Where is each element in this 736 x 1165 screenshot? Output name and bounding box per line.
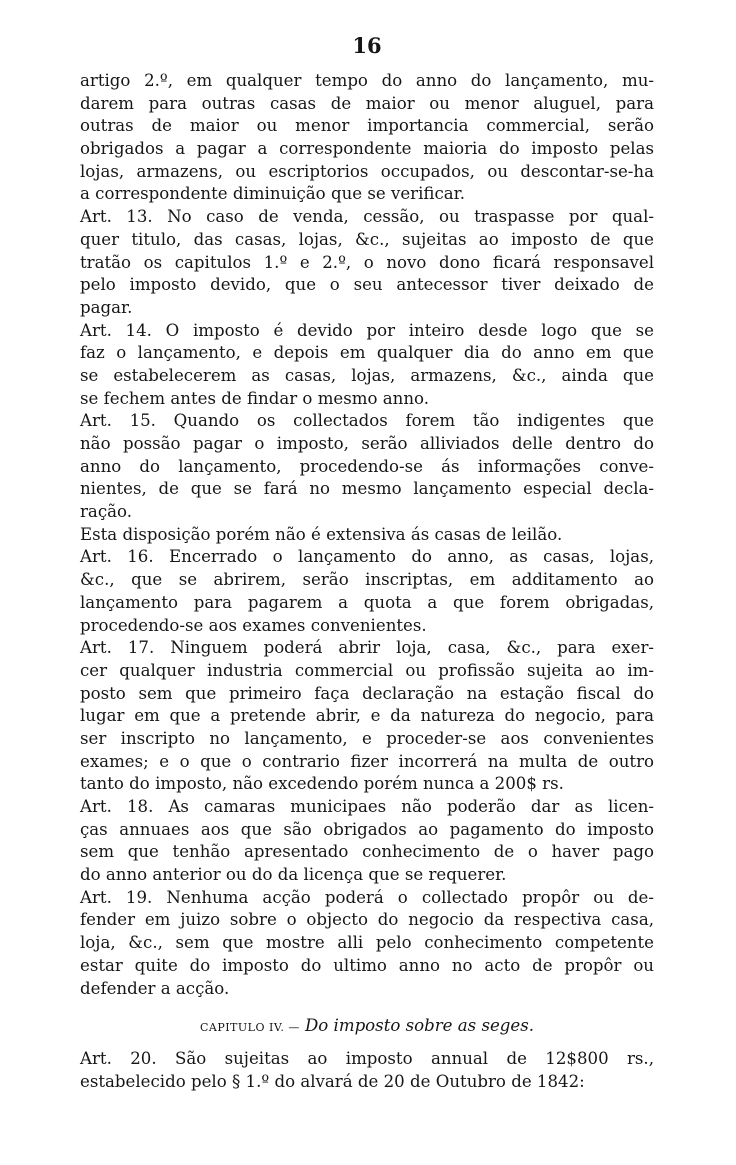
text-line: se estabelecerem as casas, lojas, armazens, &c., ainda que: [80, 365, 654, 385]
text-line: artigo 2.º, em qualquer tempo do anno do lançamento, mu-: [80, 71, 654, 90]
text-line: procedendo-se aos exames convenientes.: [80, 615, 427, 635]
paragraph: [80, 524, 654, 547]
chapter-label: CAPITULO IV. —: [199, 1021, 300, 1035]
text-line: lojas, armazens, ou escriptorios occupados, ou descontar-se-ha: [80, 161, 654, 181]
text-line: exames; e o que o contrario fizer incorrerá na multa de outro: [80, 751, 654, 771]
paragraph: [80, 410, 654, 523]
text-line: Art. 17. Ninguem poderá abrir loja, casa, &c., para exer-: [80, 638, 654, 658]
chapter-title: Do imposto sobre as seges.: [304, 1016, 535, 1036]
text-line: &c., que se abrirem, serão inscriptas, em additamento ao: [80, 570, 654, 590]
paragraph: [80, 320, 654, 411]
text-line: Art. 18. As camaras municipaes não poderão dar as licen-: [80, 797, 654, 816]
text-line: nientes, de que se fará no mesmo lançamento especial decla-: [80, 479, 654, 499]
text-line: ças annuaes aos que são obrigados ao pagamento do imposto: [80, 819, 654, 839]
text-line: sem que tenhão apresentado conhecimento de o haver pago: [80, 842, 654, 862]
text-line: defender a acção.: [80, 978, 230, 998]
text-line: ração.: [80, 502, 132, 522]
text-line: ser inscripto no lançamento, e proceder-se aos convenientes: [80, 728, 654, 748]
text-line: Art. 15. Quando os collectados forem tão indigentes que: [80, 411, 654, 431]
text-line: tanto do imposto, não excedendo porém nunca a 200$ rs.: [80, 774, 564, 794]
text-line: faz o lançamento, e depois em qualquer dia do anno em que: [80, 343, 654, 363]
text-line: loja, &c., sem que mostre alli pelo conhecimento competente: [80, 933, 654, 953]
text-line: Art. 16. Encerrado o lançamento do anno, as casas, lojas,: [80, 547, 654, 567]
text-line: fender em juizo sobre o objecto do negocio da respectiva casa,: [80, 910, 654, 930]
text-line: obrigados a pagar a correspondente maioria do imposto pelas: [80, 139, 654, 159]
text-line: tratão os capitulos 1.º e 2.º, o novo dono ficará responsavel: [80, 252, 654, 272]
text-line: Esta disposição porém não é extensiva ás casas de leilão.: [80, 524, 563, 544]
chapter-heading: [80, 1014, 654, 1038]
final-paragraph: [80, 1048, 654, 1093]
text-line: outras de maior ou menor importancia commercial, serão: [80, 116, 654, 136]
paragraph: [80, 546, 654, 637]
text-line: Art. 19. Nenhuma acção poderá o collectado propôr ou de-: [80, 887, 654, 907]
text-line: lugar em que a pretende abrir, e da natureza do negocio, para: [80, 706, 654, 726]
text-line: Art. 20. São sujeitas ao imposto annual de 12$800 rs.,: [80, 1049, 654, 1069]
paragraph: [80, 796, 654, 887]
text-line: se fechem antes de findar o mesmo anno.: [80, 388, 430, 408]
text-line: Art. 13. No caso de venda, cessão, ou traspasse por qual-: [80, 207, 654, 227]
paragraph: [80, 637, 654, 796]
text-line: pelo imposto devido, que o seu antecessor tiver deixado de: [80, 275, 654, 295]
paragraph: [80, 206, 654, 319]
text-line: lançamento para pagarem a quota a que forem obrigadas,: [80, 592, 654, 612]
text-line: estar quite do imposto do ultimo anno no acto de propôr ou: [80, 955, 654, 975]
text-line: darem para outras casas de maior ou menor aluguel, para: [80, 93, 654, 113]
text-line: cer qualquer industria commercial ou profissão sujeita ao im-: [80, 660, 654, 680]
text-line: estabelecido pelo § 1.º do alvará de 20 de Outubro de 1842:: [80, 1071, 585, 1091]
text-line: anno do lançamento, procedendo-se ás informações conve-: [80, 456, 654, 476]
text-line: a correspondente diminuição que se verificar.: [80, 184, 466, 204]
paragraph: [80, 70, 654, 206]
paragraph: [80, 887, 654, 1000]
text-line: posto sem que primeiro faça declaração na estação fiscal do: [80, 683, 654, 703]
body-text: [80, 70, 654, 1000]
text-line: não possão pagar o imposto, serão alliviados delle dentro do: [80, 434, 654, 453]
page-number: 16: [352, 33, 382, 58]
text-line: pagar.: [80, 297, 133, 317]
paragraph: [80, 1048, 654, 1093]
text-line: do anno anterior ou do da licença que se requerer.: [80, 865, 507, 885]
document-page: [80, 28, 654, 1094]
text-line: Art. 14. O imposto é devido por inteiro desde logo que se: [80, 320, 654, 340]
text-line: quer titulo, das casas, lojas, &c., sujeitas ao imposto de que: [80, 229, 654, 249]
